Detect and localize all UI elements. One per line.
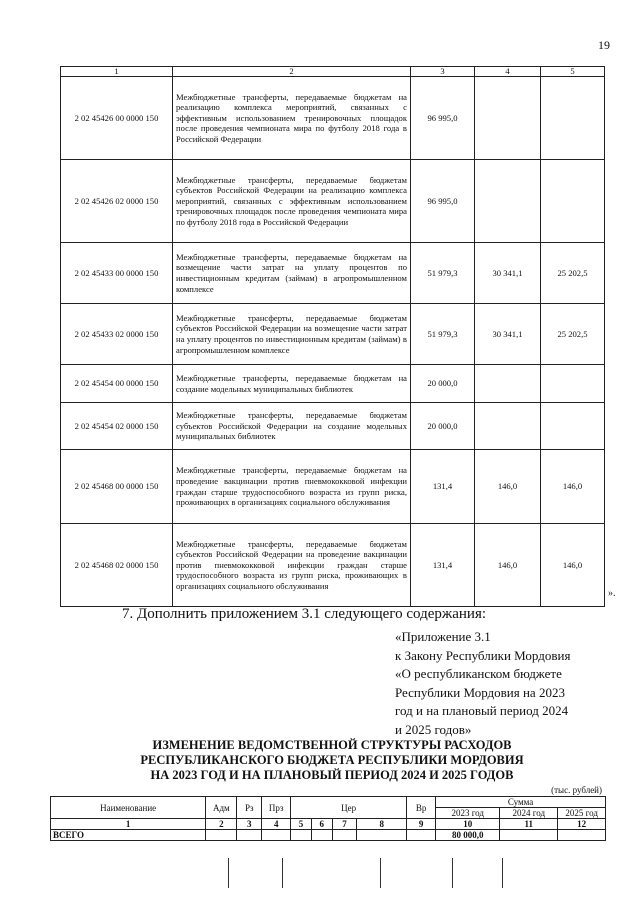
annex-heading	[395, 628, 570, 739]
row-code: 2 02 45433 02 0000 150	[61, 304, 173, 365]
row-description: Межбюджетные трансферты, передаваемые бюджетам субъектов Российской Федерации на возмещение части затрат на уплату процентов по инвестиционным кредитам (займам) в агропромышленном комплексе	[173, 304, 411, 365]
table-row	[61, 77, 605, 160]
closing-quote: ».	[608, 588, 616, 599]
column-number: 8	[357, 819, 407, 830]
annex-line: и 2025 годов»	[395, 721, 472, 737]
row-value-2025	[541, 365, 605, 403]
row-value-2025	[541, 403, 605, 450]
row-description: Межбюджетные трансферты, передаваемые бюджетам субъектов Российской Федерации на реализацию комплекса мероприятий, связанных с эффективным использованием тренировочных площадок после проведения чемпионата мира по футболу 2018 года в Российской Федерации	[173, 160, 411, 243]
column-number: 9	[407, 819, 436, 830]
column-header: 4	[475, 67, 541, 77]
row-value-2025: 25 202,5	[541, 243, 605, 304]
row-value-2025: 146,0	[541, 450, 605, 524]
annex-line: Республики Мордовия на 2023	[395, 684, 565, 700]
title-line: РЕСПУБЛИКАНСКОГО БЮДЖЕТА РЕСПУБЛИКИ МОРДОВИЯ	[140, 753, 524, 767]
column-number: 3	[237, 819, 262, 830]
annex-line: год и на плановый период 2024	[395, 703, 569, 718]
column-number: 12	[558, 819, 606, 830]
column-number: 2	[206, 819, 237, 830]
row-value-2023: 51 979,3	[411, 304, 475, 365]
units-label: (тыс. рублей)	[551, 785, 602, 795]
table-row	[61, 160, 605, 243]
row-description: Межбюджетные трансферты, передаваемые бюджетам на реализацию комплекса мероприятий, связанных с эффективным использованием тренировочных площадок после проведения чемпионата мира по футболу 2018 года в Российской Федерации	[173, 77, 411, 160]
row-value-2024	[475, 365, 541, 403]
row-value-2023: 20 000,0	[411, 403, 475, 450]
document-title	[60, 738, 604, 783]
table-body	[61, 77, 605, 607]
header-year-2024: 2024 год	[500, 808, 558, 819]
row-value-2023: 96 995,0	[411, 77, 475, 160]
row-value-2024	[475, 160, 541, 243]
row-value-2025	[541, 160, 605, 243]
item-7-text: 7. Дополнить приложением 3.1 следующего содержания:	[122, 606, 487, 622]
total-label: ВСЕГО	[51, 830, 206, 841]
header-adm: Адм	[206, 797, 237, 819]
expenditure-structure-table	[50, 796, 606, 841]
row-value-2024: 146,0	[475, 450, 541, 524]
table-row	[61, 365, 605, 403]
column-number: 1	[51, 819, 206, 830]
total-row	[51, 830, 606, 841]
row-description: Межбюджетные трансферты, передаваемые бюджетам на возмещение части затрат на уплату процентов по инвестиционным кредитам (займам) в агропромышленном комплексе	[173, 243, 411, 304]
row-value-2024: 146,0	[475, 524, 541, 607]
annex-line: «Приложение 3.1	[395, 629, 491, 644]
row-code: 2 02 45426 02 0000 150	[61, 160, 173, 243]
row-value-2024	[475, 77, 541, 160]
column-header: 1	[61, 67, 173, 77]
column-header: 5	[541, 67, 605, 77]
row-value-2025	[541, 77, 605, 160]
row-code: 2 02 45433 00 0000 150	[61, 243, 173, 304]
row-value-2024	[475, 403, 541, 450]
row-value-2023: 96 995,0	[411, 160, 475, 243]
table-header-row	[51, 797, 606, 808]
row-value-2025: 146,0	[541, 524, 605, 607]
row-code: 2 02 45468 02 0000 150	[61, 524, 173, 607]
row-value-2024: 30 341,1	[475, 304, 541, 365]
column-number: 10	[436, 819, 500, 830]
annex-line: «О республиканском бюджете	[395, 666, 562, 681]
row-code: 2 02 45454 02 0000 150	[61, 403, 173, 450]
row-description: Межбюджетные трансферты, передаваемые бюджетам на создание модельных муниципальных библиотек	[173, 365, 411, 403]
table-row	[61, 450, 605, 524]
table-header-row	[61, 67, 605, 77]
row-description: Межбюджетные трансферты, передаваемые бюджетам субъектов Российской Федерации на проведение вакцинации против пневмококковой инфекции граждан старше трудоспособного возраста из групп риска, проживающих в организациях социального обслуживания	[173, 524, 411, 607]
header-sum: Сумма	[436, 797, 606, 808]
header-name: Наименование	[51, 797, 206, 819]
column-number: 5	[291, 819, 312, 830]
table-continuation-lines	[50, 858, 606, 898]
table-row	[61, 304, 605, 365]
column-header: 3	[411, 67, 475, 77]
row-value-2023: 51 979,3	[411, 243, 475, 304]
header-year-2025: 2025 год	[558, 808, 606, 819]
header-year-2023: 2023 год	[436, 808, 500, 819]
row-value-2023: 131,4	[411, 524, 475, 607]
row-value-2024: 30 341,1	[475, 243, 541, 304]
row-code: 2 02 45454 00 0000 150	[61, 365, 173, 403]
page-number: 19	[598, 38, 610, 52]
total-2023: 80 000,0	[436, 830, 500, 841]
header-rz: Рз	[237, 797, 262, 819]
total-2024	[500, 830, 558, 841]
column-number: 4	[262, 819, 291, 830]
column-number: 7	[332, 819, 357, 830]
row-code: 2 02 45426 00 0000 150	[61, 77, 173, 160]
total-2025	[558, 830, 606, 841]
row-code: 2 02 45468 00 0000 150	[61, 450, 173, 524]
column-number-row	[51, 819, 606, 830]
header-vr: Вр	[407, 797, 436, 819]
column-number: 11	[500, 819, 558, 830]
header-cer: Цер	[291, 797, 407, 819]
title-line: ИЗМЕНЕНИЕ ВЕДОМСТВЕННОЙ СТРУКТУРЫ РАСХОДОВ	[152, 738, 512, 752]
row-value-2023: 131,4	[411, 450, 475, 524]
table-row	[61, 524, 605, 607]
table-row	[61, 403, 605, 450]
title-line: НА 2023 ГОД И НА ПЛАНОВЫЙ ПЕРИОД 2024 И 2025 ГОДОВ	[150, 768, 514, 782]
annex-line: к Закону Республики Мордовия	[395, 647, 571, 663]
header-prz: Прз	[262, 797, 291, 819]
revenue-table	[60, 66, 605, 607]
row-value-2025: 25 202,5	[541, 304, 605, 365]
row-value-2023: 20 000,0	[411, 365, 475, 403]
row-description: Межбюджетные трансферты, передаваемые бюджетам на проведение вакцинации против пневмококковой инфекции граждан старше трудоспособного возраста из групп риска, проживающих в организациях социального обслуживания	[173, 450, 411, 524]
column-header: 2	[173, 67, 411, 77]
column-number: 6	[311, 819, 332, 830]
row-description: Межбюджетные трансферты, передаваемые бюджетам субъектов Российской Федерации на создание модельных муниципальных библиотек	[173, 403, 411, 450]
table-row	[61, 243, 605, 304]
